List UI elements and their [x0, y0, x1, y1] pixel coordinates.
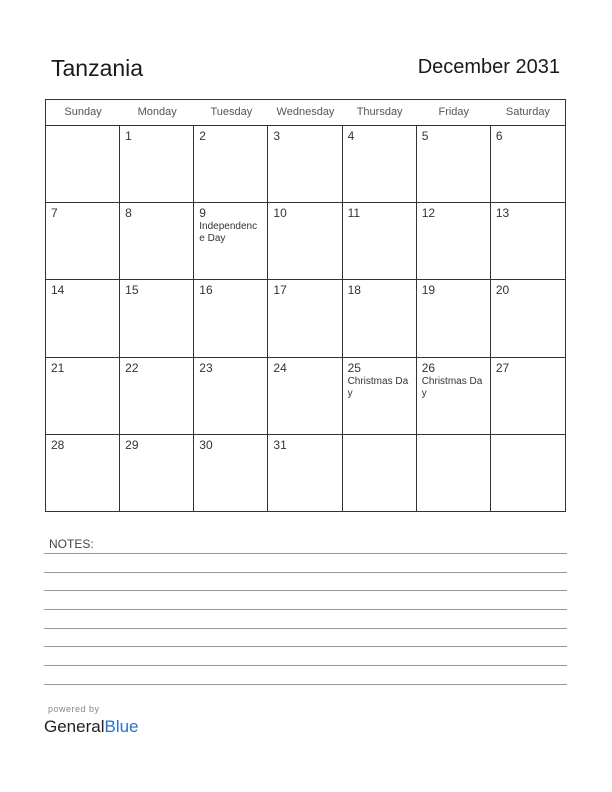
day-number: 20: [495, 283, 510, 298]
weekday-label: Tuesday: [210, 106, 253, 118]
logo-general: General: [44, 717, 105, 736]
day-number: 27: [495, 360, 510, 375]
day-number: 14: [51, 283, 65, 298]
day-cell: [268, 435, 342, 512]
day-cell: [491, 280, 565, 357]
day-cell: [194, 203, 268, 280]
day-cell: [491, 203, 565, 280]
day-cell: [343, 435, 417, 512]
day-cell: [46, 280, 120, 357]
day-number: 12: [421, 206, 436, 221]
day-number: 2: [199, 129, 206, 143]
day-cell: [120, 126, 194, 203]
calendar-table: [45, 99, 566, 512]
day-cell: [46, 435, 120, 512]
weekday-label: Sunday: [64, 106, 102, 118]
day-number: 25: [347, 360, 361, 375]
day-cell: [343, 280, 417, 357]
weekday-label: Friday: [438, 106, 470, 118]
day-number: 30: [199, 437, 213, 452]
day-cell: [120, 280, 194, 357]
powered-by-text: powered by: [48, 704, 100, 714]
note-line: [44, 665, 567, 666]
day-number: 6: [495, 129, 503, 143]
holiday-label: Christmas Day: [347, 375, 409, 399]
day-cell: [343, 203, 417, 280]
day-cell: [268, 203, 342, 280]
note-line: [44, 590, 567, 591]
day-cell: [194, 358, 268, 435]
logo-blue: Blue: [104, 717, 139, 736]
weekday-label: Monday: [137, 106, 177, 118]
day-number: 9: [199, 206, 206, 221]
day-cell: [194, 435, 268, 512]
day-number: 23: [199, 360, 213, 375]
note-line: [44, 609, 567, 610]
weekday-label: Thursday: [356, 106, 403, 118]
day-number: 18: [347, 283, 361, 298]
day-number: 11: [347, 206, 361, 221]
day-cell: [268, 280, 342, 357]
day-cell: [343, 358, 417, 435]
weekday-header: [46, 100, 565, 126]
day-cell: [194, 126, 268, 203]
day-number: 4: [347, 129, 355, 143]
day-cell: [120, 203, 194, 280]
day-number: 24: [273, 360, 287, 375]
day-number: 3: [273, 129, 281, 143]
day-cell: [120, 435, 194, 512]
month-title: December 2031: [417, 56, 560, 78]
day-cell: [268, 126, 342, 203]
day-cell: [491, 126, 565, 203]
note-line: [44, 628, 567, 629]
day-number: 7: [51, 206, 58, 221]
day-cell: [46, 126, 120, 203]
day-number: 19: [421, 283, 436, 298]
day-number: 10: [273, 206, 287, 221]
day-number: 31: [273, 437, 287, 452]
weekday-label: Wednesday: [276, 106, 335, 118]
note-line: [44, 572, 567, 573]
day-cell: [46, 358, 120, 435]
day-cell: [120, 358, 194, 435]
day-cell: [343, 126, 417, 203]
day-number: 1: [125, 129, 132, 143]
notes-label: NOTES:: [49, 537, 94, 551]
day-cell: [46, 203, 120, 280]
day-number: 17: [273, 283, 287, 298]
day-number: 28: [51, 437, 65, 452]
note-line: [44, 646, 567, 647]
calendar-grid: [46, 126, 565, 512]
weekday-label: Saturday: [505, 106, 550, 118]
holiday-label: Independence Day: [199, 221, 258, 245]
day-number: 8: [125, 206, 132, 221]
day-cell: [268, 358, 342, 435]
day-cell: [417, 435, 491, 512]
day-cell: [417, 203, 491, 280]
day-number: 21: [51, 360, 65, 375]
day-cell: [491, 358, 565, 435]
day-number: 26: [421, 360, 436, 375]
day-cell: [194, 280, 268, 357]
day-number: 16: [199, 283, 213, 298]
day-number: 22: [125, 360, 139, 375]
day-number: 29: [125, 437, 139, 452]
day-cell: [417, 358, 491, 435]
generalblue-logo: [44, 717, 139, 737]
day-cell: [417, 280, 491, 357]
country-title: Tanzania: [51, 55, 144, 81]
holiday-label: Christmas Day: [421, 375, 483, 399]
note-line: [44, 553, 567, 554]
day-cell: [417, 126, 491, 203]
note-line: [44, 684, 567, 685]
day-number: 15: [125, 283, 139, 298]
day-cell: [491, 435, 565, 512]
day-number: 13: [495, 206, 510, 221]
day-number: 5: [421, 129, 429, 143]
